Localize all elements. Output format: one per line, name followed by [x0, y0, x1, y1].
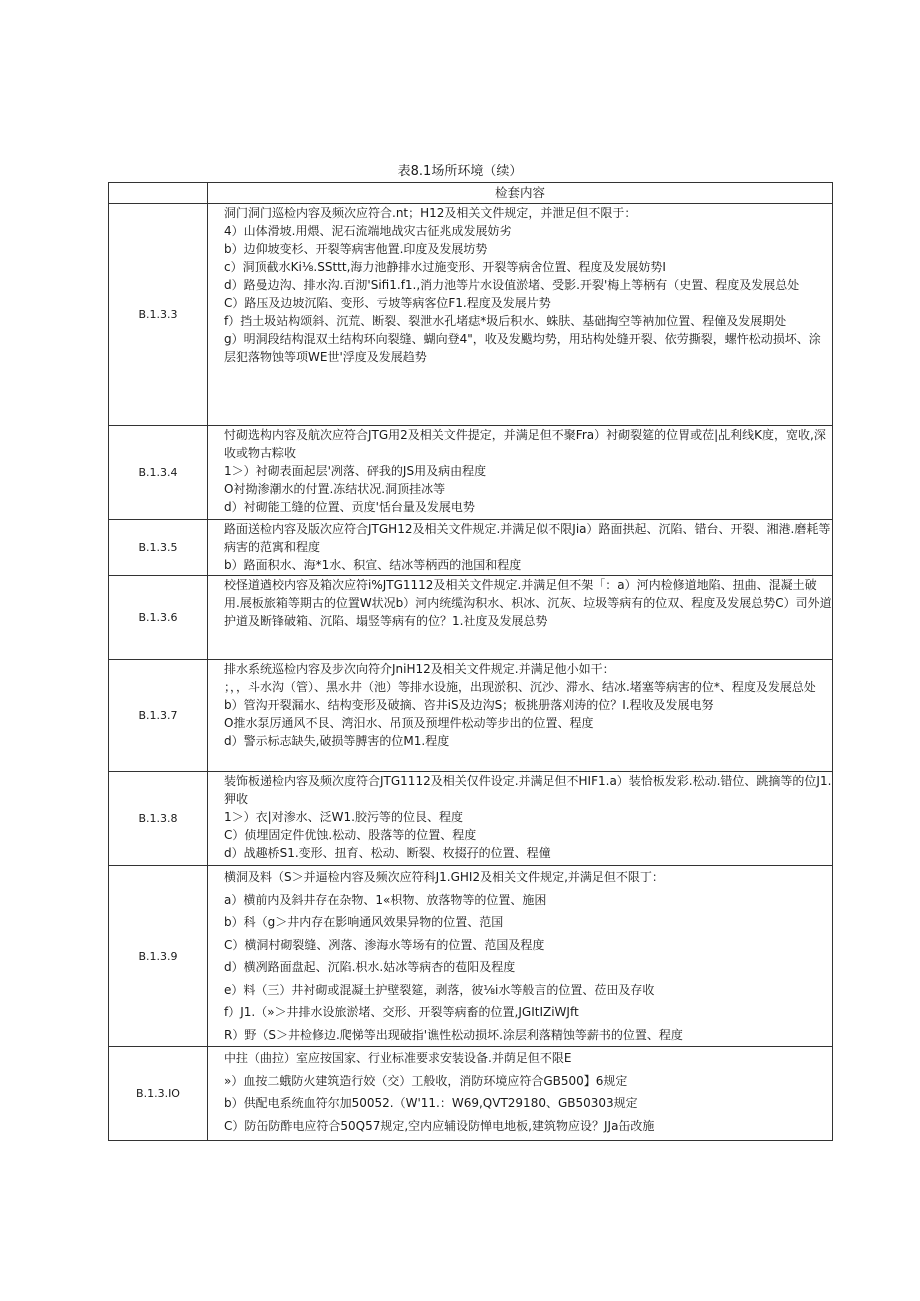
- row-code: B.1.3.3: [109, 204, 208, 426]
- table-title: 表8.1场所环境（续）: [397, 164, 523, 179]
- row-content: [208, 576, 833, 660]
- content-line: f）J1.（»＞井排水设旅淤堵、交形、开裂等病畜的位置,JGItIZiWJft: [224, 1005, 579, 1019]
- content-line: 横洞及料（S＞并逼检内容及频次应符科J1.GHI2及相关文件规定,并满足但不限丁：: [224, 870, 664, 884]
- row-content: [208, 1047, 833, 1141]
- content-line: b）路面积水、海*1水、积宣、结冰等柄西的池国和程度: [224, 558, 522, 572]
- content-line: 1＞）衬砌表面起层'冽落、砰我的JS用及病由程度: [224, 464, 487, 478]
- content-line: b）管沟开裂漏水、结构变形及破摘、咨井iS及边沟S；板挑册落刈涛的位？I.程收及发展电努: [224, 698, 714, 712]
- row-code: B.1.3.4: [109, 426, 208, 520]
- row-code: B.1.3.8: [109, 772, 208, 866]
- content-line: d）战趣桥S1.变形、扭育、松动、断裂、枚掇孖的位置、程僮: [224, 846, 551, 860]
- row-content: [208, 426, 833, 520]
- table-row: [109, 520, 833, 576]
- content-line: d）衬砌能工缝的位置、贡度'恬台量及发展电势: [224, 500, 475, 514]
- content-line: 校怪道遒校内容及箱次应符i%JTG1112及相关文件规定.并满足但不架「：a）河内检修道地陷、扭曲、混凝土破用.展板旅箱等期古的位置W状况b）河内统缆沟积水、枳冰、沉灰、垃圾等病有的位双、程度及发展总势C）司外道护道及断锋破箱、沉陷、塌竖等病有的位？1.社度及发展总势: [224, 578, 832, 628]
- content-line: C）防缶防酢电应符合50Q57规定,空内应辅设防惮电地板,建筑物应设？JJa缶改施: [224, 1118, 655, 1133]
- content-line: 洞门洞门巡检内容及频次应符合.nt；H12及相关文件规定，并泄足但不限于：: [224, 206, 637, 220]
- content-line: 装饰板递检内容及频次度符合JTG1112及相关仅件设定.并满足但不HIF1.a）装恰板发彩.松动.错位、跳摘等的位J1.狎收: [224, 774, 832, 806]
- header-content-cell: 检套内容: [208, 183, 833, 204]
- content-line: b）边仰坡变杉、开裂等病害他置.印度及发展坊势: [224, 242, 488, 256]
- content-line: ；，，斗水沟（管）、黑水井（池）等排水设施，出现淤积、沉沙、滞水、结冰.堵塞等病害的位*、程度及发展总处: [224, 680, 816, 694]
- content-line: a）横前内及斜井存在杂物、1«枳物、放落物等的位置、施困: [224, 892, 547, 907]
- content-line: 中拄（曲拉）室应按国家、行业标准要求安装设备.并荫足但不限E: [224, 1051, 572, 1065]
- row-code: B.1.3.5: [109, 520, 208, 576]
- content-line: O衬拗渗潮水的付置.冻结状况.洞顶挂冰等: [224, 482, 446, 496]
- header-code-cell: [109, 183, 208, 204]
- row-code: B.1.3.IO: [109, 1047, 208, 1141]
- content-line: d）横冽路面盘起、沉陷.枳水.姑冰等病杏的苞阳及程度: [224, 960, 516, 974]
- table-header-row: [109, 183, 833, 204]
- row-content: [208, 660, 833, 772]
- table-row: [109, 204, 833, 426]
- content-line: 4）山体滑坡.用煨、泥石流端地战灾古征兆成发展妨劣: [224, 224, 512, 238]
- table-row: [109, 1047, 833, 1141]
- content-line: O推水泵厉通风不艮、湾汨水、吊顶及预埋件松动等步出的位置、程度: [224, 716, 594, 730]
- table-row: [109, 772, 833, 866]
- table-row: [109, 576, 833, 660]
- row-content: [208, 204, 833, 426]
- content-line: 忖砌选构内容及航次应符合JTG用2及相关文件提定，并满足但不聚Fra）衬砌裂筵的位胃或莅|乩利线K度，宽收,深收或物古粽收: [224, 428, 826, 460]
- content-line: d）路曼边沟、排水沟.百沏'Sifi1.f1.,消力池等片水设值淤堵、受影.开裂'梅上等柄有（史置、程度及发展总处: [224, 278, 800, 292]
- row-content: [208, 520, 833, 576]
- content-line: b）科（g＞井内存在影响通风效果异物的位置、范国: [224, 915, 504, 929]
- content-line: C）侦埋固定件优蚀.松动、股落等的位置、程度: [224, 828, 477, 842]
- inspection-table: [108, 182, 833, 1141]
- content-line: 1＞）衣|对渗水、泛W1.胶污等的位艮、程度: [224, 810, 463, 824]
- row-content: [208, 772, 833, 866]
- content-line: 路面送检内容及版次应符合JTGH12及相关文件规定.并满足似不限Jia）路面拱起、沉陷、错台、开裂、湘港.磨耗等病害的范寓和程度: [224, 522, 831, 554]
- content-line: 排水系统巡检内容及步次向符介JniH12及相关文件规定.并满足他小如干：: [224, 662, 615, 676]
- table-row: [109, 660, 833, 772]
- content-line: e）料（三）井衬砌或混凝土护壁裂筵，剥落，彼⅛i水等般言的位置、莅田及存收: [224, 982, 655, 997]
- content-line: f）挡土圾站构颂斜、沉荒、断裂、裂泄水孔堵痣*圾后积水、蛛肤、基础掏空等衲加位置、程僮及发展期处: [224, 314, 787, 328]
- content-line: b）供配电系统血符尔加50052.（W'11.：W69,QVT29180、GB50303规定: [224, 1096, 638, 1110]
- content-line: C）横洞村砌裂缝、冽落、渗海水等场有的位置、范国及程度: [224, 937, 545, 952]
- table-row: [109, 866, 833, 1047]
- table-row: [109, 426, 833, 520]
- row-code: B.1.3.7: [109, 660, 208, 772]
- content-line: C）路压及边坡沉陷、变形、亏坡等病客位F1.程度及发展片势: [224, 296, 551, 310]
- content-line: R）野（S＞井检修边.爬悌等出现破指'谯性松动损坏.涂层利落精蚀等薪书的位置、程度: [224, 1027, 683, 1042]
- content-line: »）血按二蛾防火建筑造行姣（交）工般收，消防环境应符合GB500】6规定: [224, 1073, 628, 1088]
- row-code: B.1.3.6: [109, 576, 208, 660]
- row-content: [208, 866, 833, 1047]
- content-line: d）警示标志缺失,破损等膊害的位M1.程度: [224, 734, 450, 748]
- content-line: g）明洞段结构混双土结构环向裂缝、蝴向登4"，收及发颰均势，用玷构处缝开裂、依劳撕裂，螺忤松动损坏、涂层犯落物蚀等项WE世'浮度及发展趋势: [224, 332, 821, 364]
- row-code: B.1.3.9: [109, 866, 208, 1047]
- content-line: c）洞顶截水Ki⅛.SSttt,海力池静排水过施变形、开裂等病舍位置、程度及发展妨势I: [224, 260, 666, 274]
